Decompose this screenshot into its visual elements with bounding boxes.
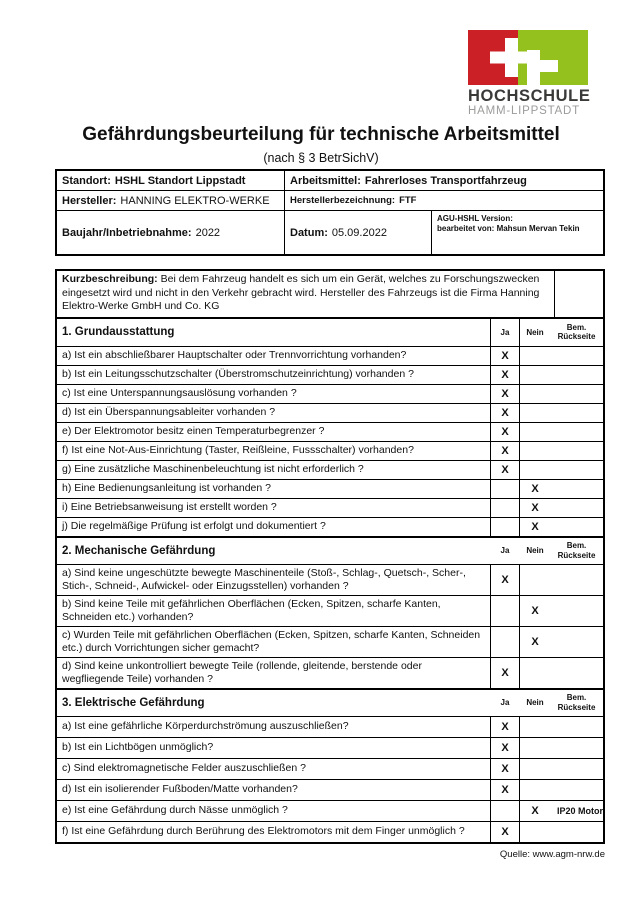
column-header-bem — [550, 319, 603, 346]
section-title: 1. Grundausstattung — [57, 319, 491, 346]
bem-note: IP20 Motor — [557, 805, 604, 816]
question-row — [57, 759, 603, 780]
herstellerbezeichnung-cell — [285, 191, 603, 210]
question-row — [57, 499, 603, 518]
nein-slot — [520, 442, 550, 460]
ja-cell — [491, 780, 520, 800]
question-text: d) Ist ein isolierender Fußboden/Matte vorhanden? — [57, 780, 491, 800]
bem-slot — [550, 480, 603, 498]
version-line2: bearbeitet von: Mahsun Mervan Tekin — [437, 224, 580, 233]
bem-slot — [550, 565, 603, 595]
section-header — [57, 319, 603, 347]
ja-mark: X — [501, 368, 509, 381]
question-text: c) Sind elektromagnetische Felder auszuschließen ? — [57, 759, 491, 779]
column-header-nein: Nein — [526, 546, 544, 555]
question-text: g) Eine zusätzliche Maschinenbeleuchtung ist nicht erforderlich ? — [57, 461, 491, 479]
nein-bem-cell — [520, 565, 603, 595]
ja-mark: X — [501, 666, 509, 679]
ja-cell — [491, 565, 520, 595]
section-title: 2. Mechanische Gefährdung — [62, 544, 216, 557]
kurzbeschreibung-empty-cell — [555, 271, 603, 317]
bem-slot — [550, 780, 603, 800]
nein-bem-cell — [520, 499, 603, 517]
spacer — [55, 256, 605, 269]
datum-cell — [285, 211, 432, 254]
ja-mark: X — [501, 741, 509, 754]
question-row — [57, 717, 603, 738]
hshl-logo — [468, 30, 591, 118]
bem-slot — [550, 347, 603, 365]
question-row — [57, 801, 603, 822]
ja-cell — [491, 442, 520, 460]
nein-mark: X — [531, 804, 539, 817]
logo-text-line1: HOCHSCHULE — [468, 87, 591, 105]
nein-bem-cell — [520, 385, 603, 403]
bem-slot — [550, 518, 603, 536]
content-column — [55, 169, 605, 860]
bem-slot — [550, 759, 603, 779]
ja-cell — [491, 822, 520, 842]
section-header — [57, 689, 603, 717]
herstellerbezeichnung-label: Herstellerbezeichnung: — [290, 195, 396, 206]
kurzbeschreibung-box — [55, 269, 605, 317]
column-header-bem-line1: Bem. — [566, 322, 587, 332]
nein-bem-cell — [520, 442, 603, 460]
question-text: h) Eine Bedienungsanleitung ist vorhanden ? — [57, 480, 491, 498]
column-header-bem-line2: Rückseite — [557, 550, 596, 560]
nein-slot — [520, 658, 550, 688]
nein-bem-cell — [520, 801, 603, 821]
question-text: a) Sind keine ungeschützte bewegte Maschinenteile (Stoß-, Schlag-, Quetsch-, Scher-, Stich-, Schneid-, Aufwickel- oder Einzugsstellen) vorhanden ? — [57, 565, 491, 595]
nein-slot — [520, 518, 550, 536]
ja-mark: X — [501, 783, 509, 796]
nein-mark: X — [531, 635, 539, 648]
question-text: e) Der Elektromotor besitz einen Temperaturbegrenzer ? — [57, 423, 491, 441]
nein-bem-cell — [520, 780, 603, 800]
ja-mark: X — [501, 825, 509, 838]
ja-cell — [491, 461, 520, 479]
question-row — [57, 347, 603, 366]
column-header-group — [520, 319, 603, 346]
hshl-logo-icon — [468, 30, 588, 85]
bem-slot — [550, 801, 603, 821]
question-text: d) Ist ein Überspannungsableiter vorhanden ? — [57, 404, 491, 422]
nein-slot — [520, 627, 550, 657]
question-row — [57, 404, 603, 423]
nein-slot — [520, 717, 550, 737]
question-row — [57, 596, 603, 627]
question-text: b) Sind keine Teile mit gefährlichen Oberflächen (Ecken, Spitzen, scharfe Kanten, Schneiden etc.) vorhanden? — [57, 596, 491, 626]
ja-cell — [491, 759, 520, 779]
ja-mark: X — [501, 406, 509, 419]
question-text: e) Ist eine Gefährdung durch Nässe unmöglich ? — [57, 801, 491, 821]
ja-cell — [491, 404, 520, 422]
question-text: b) Ist ein Lichtbögen unmöglich? — [57, 738, 491, 758]
kurzbeschreibung-label: Kurzbeschreibung: — [62, 273, 158, 285]
baujahr-value: 2022 — [195, 226, 221, 239]
nein-mark: X — [531, 501, 539, 514]
nein-slot — [520, 385, 550, 403]
nein-slot — [520, 801, 550, 821]
bem-slot — [550, 717, 603, 737]
column-header-bem-line1: Bem. — [566, 693, 587, 702]
arbeitsmittel-value: Fahrerloses Transportfahrzeug — [364, 174, 527, 187]
nein-mark: X — [531, 482, 539, 495]
kurzbeschreibung-text: Bei dem Fahrzeug handelt es sich um ein Gerät, welches zu Forschungszwecken eingesetzt wird und nicht in den Verkehr gebracht wird. Hersteller des Fahrzeugs ist die Firma Hanning Elektro-Werke GmbH und Co. KG — [62, 273, 540, 312]
nein-bem-cell — [520, 347, 603, 365]
hersteller-label: Hersteller: — [62, 194, 117, 207]
bem-slot — [550, 442, 603, 460]
ja-cell — [491, 717, 520, 737]
column-header-ja: Ja — [500, 698, 510, 707]
question-text: f) Ist eine Not-Aus-Einrichtung (Taster, Reißleine, Fussschalter) vorhanden? — [57, 442, 491, 460]
question-row — [57, 480, 603, 499]
standort-cell — [57, 171, 285, 190]
column-header-bem — [550, 690, 603, 716]
nein-bem-cell — [520, 738, 603, 758]
question-text: i) Eine Betriebsanweisung ist erstellt worden ? — [57, 499, 491, 517]
nein-bem-cell — [520, 658, 603, 688]
bem-slot — [550, 404, 603, 422]
nein-slot — [520, 347, 550, 365]
bem-slot — [550, 423, 603, 441]
nein-bem-cell — [520, 366, 603, 384]
bem-slot — [550, 658, 603, 688]
ja-mark: X — [501, 463, 509, 476]
question-text: d) Sind keine unkontrolliert bewegte Teile (rollende, gleitende, berstende oder wegfliegende Teile) vorhanden ? — [57, 658, 491, 688]
ja-cell — [491, 423, 520, 441]
question-row — [57, 565, 603, 596]
section-header — [57, 537, 603, 565]
column-header-bem-line2: Rückseite — [557, 702, 596, 712]
ja-mark: X — [501, 573, 509, 586]
question-row — [57, 442, 603, 461]
column-header-ja: Ja — [500, 546, 510, 555]
ja-cell — [491, 738, 520, 758]
standort-label: Standort: — [62, 174, 111, 187]
info-row-1 — [57, 171, 603, 191]
column-header-group — [520, 690, 603, 716]
hersteller-cell — [57, 191, 285, 210]
nein-slot — [520, 366, 550, 384]
info-row-2 — [57, 191, 603, 211]
source-note: Quelle: www.agm-nrw.de — [499, 848, 605, 860]
nein-mark: X — [531, 604, 539, 617]
nein-bem-cell — [520, 404, 603, 422]
ja-cell — [491, 385, 520, 403]
ja-cell — [491, 596, 520, 626]
version-cell — [432, 211, 603, 254]
question-text: j) Die regelmäßige Prüfung ist erfolgt und dokumentiert ? — [57, 518, 491, 536]
column-header-group — [520, 538, 603, 564]
ja-cell — [491, 480, 520, 498]
info-table — [55, 169, 605, 256]
bem-slot — [550, 738, 603, 758]
nein-bem-cell — [520, 461, 603, 479]
nein-bem-cell — [520, 518, 603, 536]
ja-cell — [491, 499, 520, 517]
column-header-bem — [550, 538, 603, 564]
question-row — [57, 658, 603, 689]
nein-bem-cell — [520, 480, 603, 498]
bem-slot — [550, 499, 603, 517]
question-row — [57, 366, 603, 385]
nein-slot — [520, 461, 550, 479]
question-text: c) Ist eine Unterspannungsauslösung vorhanden ? — [57, 385, 491, 403]
ja-mark: X — [501, 387, 509, 400]
nein-bem-cell — [520, 717, 603, 737]
nein-slot — [520, 565, 550, 595]
bem-slot — [550, 822, 603, 842]
bem-slot — [550, 385, 603, 403]
column-header-nein: Nein — [526, 327, 544, 337]
question-row — [57, 627, 603, 658]
nein-slot — [520, 480, 550, 498]
baujahr-cell — [57, 211, 285, 254]
column-header-ja: Ja — [491, 319, 520, 346]
bem-slot — [550, 596, 603, 626]
nein-bem-cell — [520, 423, 603, 441]
question-text: c) Wurden Teile mit gefährlichen Oberflächen (Ecken, Spitzen, scharfe Kanten, Schneiden etc.) durch Vorrichtungen sicher gemacht? — [57, 627, 491, 657]
ja-mark: X — [501, 425, 509, 438]
nein-bem-cell — [520, 759, 603, 779]
nein-slot — [520, 404, 550, 422]
hersteller-value: HANNING ELEKTRO-WERKE — [120, 194, 270, 207]
nein-slot — [520, 738, 550, 758]
question-row — [57, 461, 603, 480]
nein-bem-cell — [520, 822, 603, 842]
ja-mark: X — [501, 762, 509, 775]
kurzbeschreibung-text-cell — [57, 271, 555, 317]
question-row — [57, 518, 603, 537]
question-row — [57, 423, 603, 442]
arbeitsmittel-cell — [285, 171, 603, 190]
version-line1: AGU-HSHL Version: — [437, 214, 513, 223]
ja-cell — [491, 366, 520, 384]
info-row-3 — [57, 211, 603, 254]
question-row — [57, 738, 603, 759]
ja-mark: X — [501, 349, 509, 362]
nein-slot — [520, 822, 550, 842]
question-text: b) Ist ein Leitungsschutzschalter (Überstromschutzeinrichtung) vorhanden ? — [57, 366, 491, 384]
bem-slot — [550, 366, 603, 384]
nein-slot — [520, 759, 550, 779]
page-title: Gefährdungsbeurteilung für technische Arbeitsmittel — [82, 124, 560, 145]
datum-label: Datum: — [290, 226, 328, 239]
herstellerbezeichnung-value: FTF — [399, 195, 417, 206]
column-header-bem-line1: Bem. — [566, 541, 587, 550]
logo-text-line2: HAMM-LIPPSTADT — [468, 105, 580, 117]
bem-slot — [550, 461, 603, 479]
ja-cell — [491, 347, 520, 365]
standort-value: HSHL Standort Lippstadt — [114, 174, 246, 187]
question-text: f) Ist eine Gefährdung durch Berührung des Elektromotors mit dem Finger unmöglich ? — [57, 822, 491, 842]
question-row — [57, 385, 603, 404]
nein-slot — [520, 780, 550, 800]
column-header-bem-line2: Rückseite — [557, 332, 596, 341]
section-title: 3. Elektrische Gefährdung — [62, 696, 205, 709]
ja-cell — [491, 518, 520, 536]
question-row — [57, 780, 603, 801]
arbeitsmittel-label: Arbeitsmittel: — [290, 174, 361, 187]
nein-bem-cell — [520, 627, 603, 657]
question-text: a) Ist ein abschließbarer Hauptschalter oder Trennvorrichtung vorhanden? — [57, 347, 491, 365]
datum-value: 05.09.2022 — [331, 226, 387, 239]
nein-mark: X — [531, 520, 539, 533]
bem-slot — [550, 627, 603, 657]
ja-mark: X — [501, 444, 509, 457]
nein-slot — [520, 499, 550, 517]
baujahr-label: Baujahr/Inbetriebnahme: — [62, 226, 192, 239]
ja-cell — [491, 658, 520, 688]
checklist-table — [55, 317, 605, 844]
question-row — [57, 822, 603, 842]
nein-slot — [520, 423, 550, 441]
page-subtitle: (nach § 3 BetrSichV) — [263, 151, 379, 165]
ja-cell — [491, 801, 520, 821]
ja-mark: X — [501, 720, 509, 733]
ja-cell — [491, 627, 520, 657]
nein-slot — [520, 596, 550, 626]
column-header-nein: Nein — [526, 698, 544, 707]
question-text: a) Ist eine gefährliche Körperdurchströmung auszuschließen? — [57, 717, 491, 737]
nein-bem-cell — [520, 596, 603, 626]
